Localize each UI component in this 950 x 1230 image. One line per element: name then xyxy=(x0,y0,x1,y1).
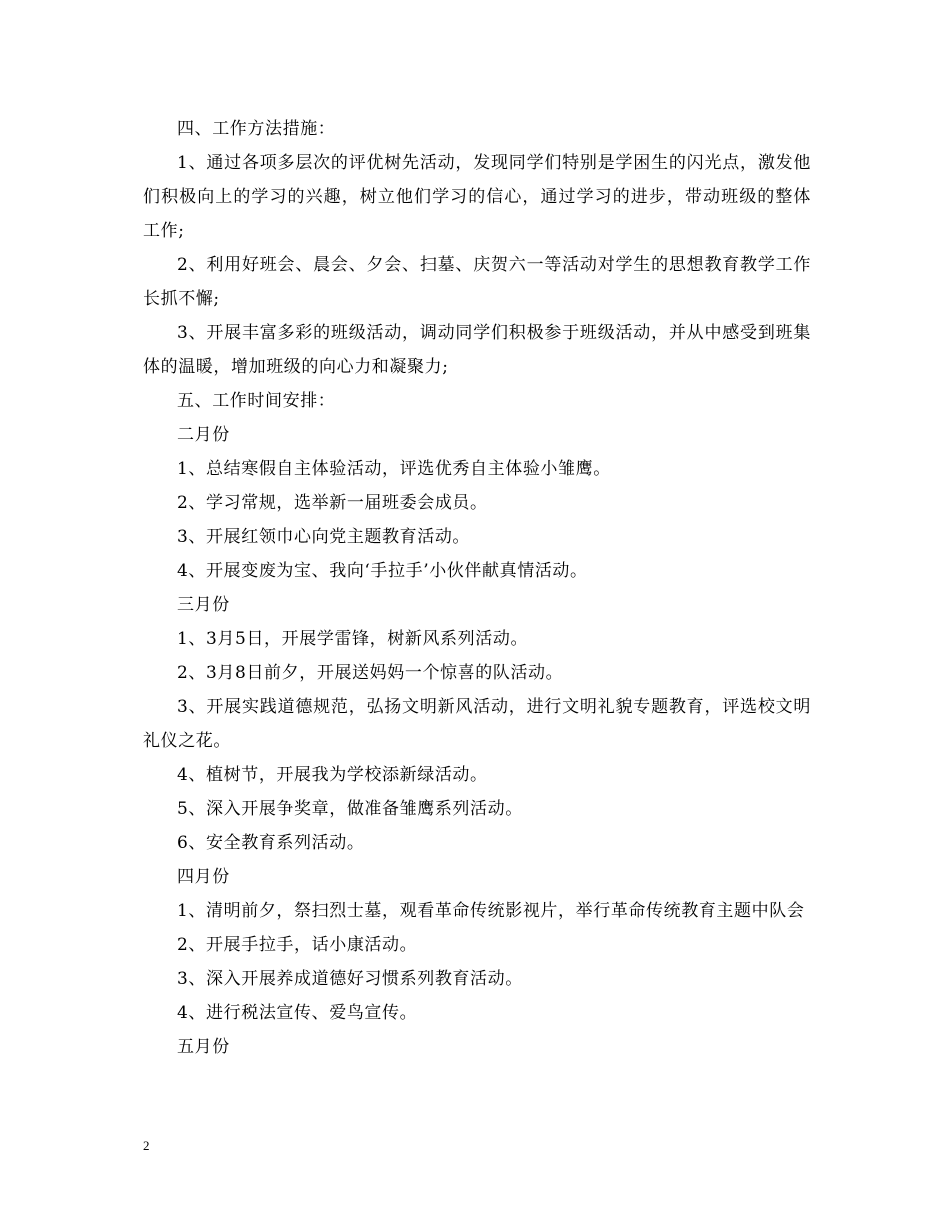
paragraph: 2、利用好班会、晨会、夕会、扫墓、庆贺六一等活动对学生的思想教育教学工作长抓不懈; xyxy=(143,255,811,309)
list-item: 5、深入开展争奖章，做准备雏鹰系列活动。 xyxy=(177,799,523,819)
page-number: 2 xyxy=(143,1138,150,1153)
list-item: 1、总结寒假自主体验活动，评选优秀自主体验小雏鹰。 xyxy=(177,459,611,479)
month-heading: 二月份 xyxy=(177,425,230,445)
list-item: 4、植树节，开展我为学校添新绿活动。 xyxy=(177,765,488,785)
list-item: 2、开展手拉手，话小康活动。 xyxy=(177,935,418,955)
paragraph: 1、通过各项多层次的评优树先活动，发现同学们特别是学困生的闪光点，激发他们积极向上的学习的兴趣，树立他们学习的信心，通过学习的进步，带动班级的整体工作; xyxy=(143,153,811,241)
month-heading: 三月份 xyxy=(177,595,230,615)
list-item: 3、开展红领巾心向党主题教育活动。 xyxy=(177,527,471,547)
list-item: 2、学习常规，选举新一届班委会成员。 xyxy=(177,493,488,513)
list-item: 3、深入开展养成道德好习惯系列教育活动。 xyxy=(177,969,523,989)
document-body xyxy=(143,112,811,1064)
list-item: 2、3月8日前夕，开展送妈妈一个惊喜的队活动。 xyxy=(177,663,564,683)
list-item: 4、进行税法宣传、爱鸟宣传。 xyxy=(177,1003,418,1023)
month-heading: 五月份 xyxy=(177,1037,230,1057)
list-item: 1、清明前夕，祭扫烈士墓，观看革命传统影视片，举行革命传统教育主题中队会 xyxy=(177,901,805,921)
list-item: 3、开展实践道德规范，弘扬文明新风活动，进行文明礼貌专题教育，评选校文明礼仪之花。 xyxy=(143,697,811,751)
list-item: 6、安全教育系列活动。 xyxy=(177,833,365,853)
month-heading: 四月份 xyxy=(177,867,230,887)
section-heading-schedule: 五、工作时间安排： xyxy=(177,391,336,411)
paragraph: 3、开展丰富多彩的班级活动，调动同学们积极参于班级活动，并从中感受到班集体的温暖，增加班级的向心力和凝聚力; xyxy=(143,323,811,377)
list-item: 1、3月5日，开展学雷锋，树新风系列活动。 xyxy=(177,629,529,649)
section-heading-methods: 四、工作方法措施： xyxy=(177,119,336,139)
list-item: 4、开展变废为宝、我向‘手拉手’小伙伴献真情活动。 xyxy=(177,561,588,581)
